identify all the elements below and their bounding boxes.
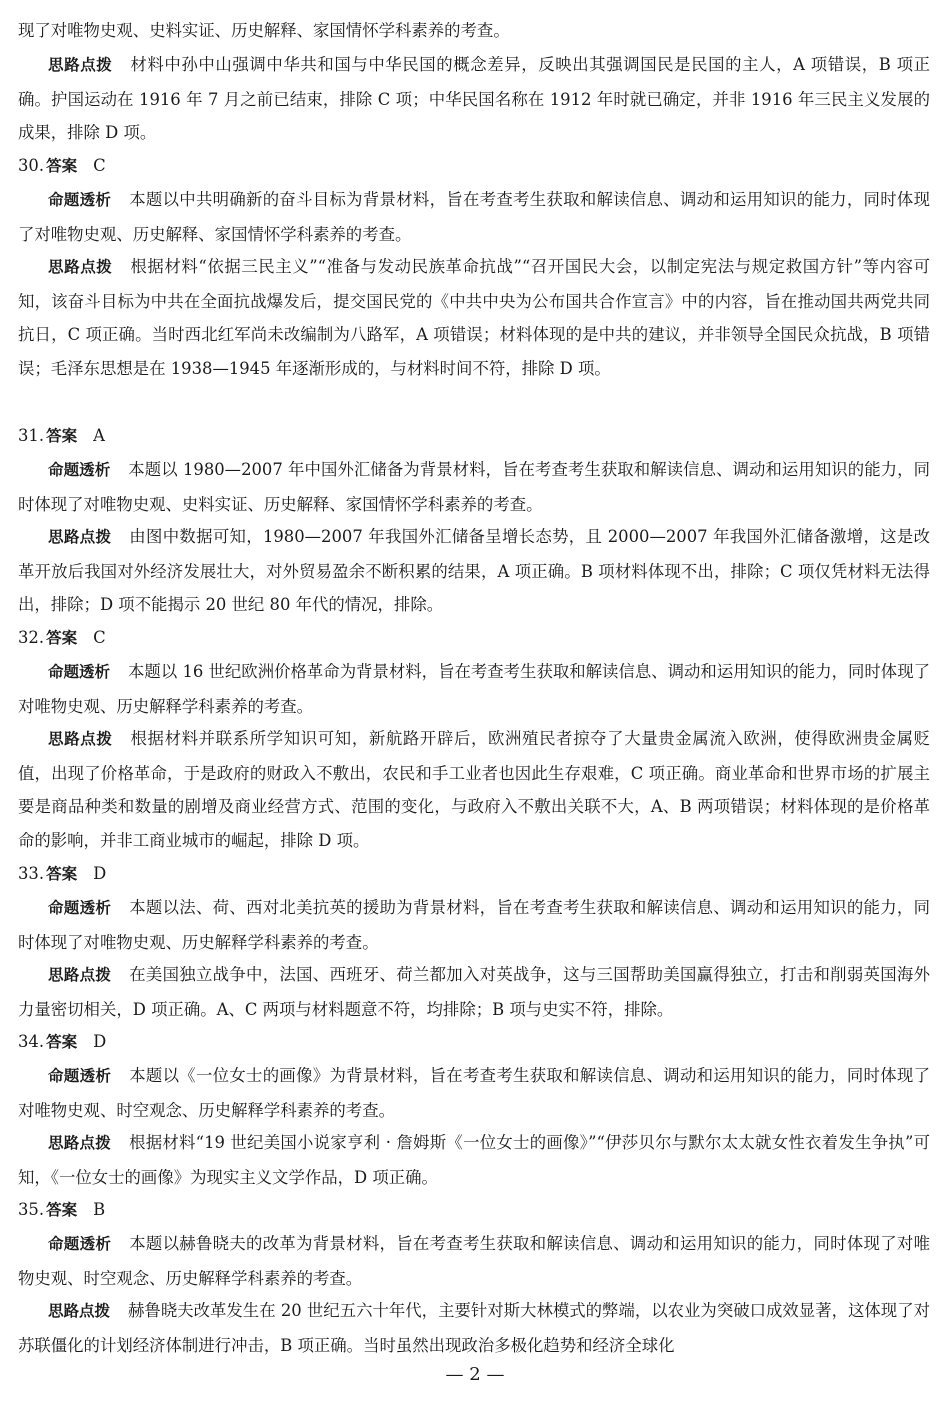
lead-continuation-text: 现了对唯物史观、史料实证、历史解释、家国情怀学科素养的考查。 — [18, 21, 510, 40]
intent-text: 本题以法、荷、西对北美抗英的援助为背景材料，旨在考查考生获取和解读信息、调动和运用知识的能力，同时体现了对唯物史观、历史解释学科素养的考查。 — [18, 898, 930, 952]
analysis-label: 思路点拨 — [48, 56, 113, 74]
intent-label: 命题透析 — [48, 1067, 112, 1085]
analysis-label: 思路点拨 — [48, 258, 113, 276]
analysis-label: 思路点拨 — [48, 730, 113, 748]
analysis-label: 思路点拨 — [48, 1302, 111, 1320]
answer-label: 答案 — [46, 1201, 78, 1219]
intent-label: 命题透析 — [48, 899, 112, 917]
analysis-text: 材料中孙中山强调中华共和国与中华民国的概念差异，反映出其强调国民是民国的主人，A 项错误，B 项正确。护国运动在 1916 年 7 月之前已结束，排除 C 项；中华民国名称在 1912 年时就已确定，并非 1916 年三民主义发展的成果，排除 D 项。 — [18, 55, 930, 143]
analysis-text: 根据材料“19 世纪美国小说家亨利 · 詹姆斯《一位女士的画像》”“伊莎贝尔与默尔太太就女性衣着发生争执”可知，《一位女士的画像》为现实主义文学作品，D 项正确。 — [18, 1133, 930, 1187]
analysis-label: 思路点拨 — [48, 966, 112, 984]
analysis-30 — [18, 250, 930, 385]
intent-35 — [18, 1227, 930, 1295]
question-number: 32. — [18, 628, 45, 647]
answer-value: B — [93, 1200, 106, 1219]
intent-32 — [18, 655, 930, 723]
intent-label: 命题透析 — [48, 191, 112, 209]
analysis-33 — [18, 958, 930, 1026]
lead-continuation — [18, 14, 930, 48]
answer-value: A — [93, 426, 105, 445]
intent-text: 本题以《一位女士的画像》为背景材料，旨在考查考生获取和解读信息、调动和运用知识的能力，同时体现了对唯物史观、时空观念、历史解释学科素养的考查。 — [18, 1066, 930, 1120]
question-number: 35. — [18, 1200, 45, 1219]
intent-text: 本题以赫鲁晓夫的改革为背景材料，旨在考查考生获取和解读信息、调动和运用知识的能力，同时体现了对唯物史观、时空观念、历史解释学科素养的考查。 — [18, 1234, 930, 1288]
answer-line-33 — [18, 857, 930, 892]
intent-text: 本题以 16 世纪欧洲价格革命为背景材料，旨在考查考生获取和解读信息、调动和运用知识的能力，同时体现了对唯物史观、历史解释学科素养的考查。 — [18, 662, 930, 716]
intent-text: 本题以中共明确新的奋斗目标为背景材料，旨在考查考生获取和解读信息、调动和运用知识的能力，同时体现了对唯物史观、历史解释、家国情怀学科素养的考查。 — [18, 190, 930, 244]
intent-31 — [18, 453, 930, 521]
answer-label: 答案 — [46, 629, 78, 647]
answer-value: D — [93, 864, 107, 883]
answer-value: C — [93, 156, 106, 175]
intent-30 — [18, 183, 930, 251]
analysis-31 — [18, 520, 930, 622]
answer-line-31 — [18, 419, 930, 454]
answer-value: D — [93, 1032, 107, 1051]
intent-text: 本题以 1980—2007 年中国外汇储备为背景材料，旨在考查考生获取和解读信息、调动和运用知识的能力，同时体现了对唯物史观、史料实证、历史解释、家国情怀学科素养的考查。 — [18, 460, 930, 514]
analysis-label: 思路点拨 — [48, 1134, 112, 1152]
question-number: 31. — [18, 426, 45, 445]
page-number: — 2 — — [445, 1364, 505, 1385]
answer-line-30 — [18, 149, 930, 184]
lead-analysis — [18, 48, 930, 150]
analysis-32 — [18, 722, 930, 857]
analysis-34 — [18, 1126, 930, 1194]
intent-34 — [18, 1059, 930, 1127]
question-number: 30. — [18, 156, 45, 175]
answer-label: 答案 — [46, 157, 78, 175]
intent-33 — [18, 891, 930, 959]
answer-line-35 — [18, 1193, 930, 1228]
intent-label: 命题透析 — [48, 1235, 112, 1253]
answer-line-34 — [18, 1025, 930, 1060]
analysis-text: 根据材料并联系所学知识可知，新航路开辟后，欧洲殖民者掠夺了大量贵金属流入欧洲，使得欧洲贵金属贬值，出现了价格革命，于是政府的财政入不敷出，农民和手工业者也因此生存艰难，C 项正确。商业革命和世界市场的扩展主要是商品种类和数量的剧增及商业经营方式、范围的变化，与政府入不敷出关联不大，A、B 两项错误；材料体现的是价格革命的影响，并非工商业城市的崛起，排除 D 项。 — [18, 729, 930, 850]
question-number: 34. — [18, 1032, 45, 1051]
analysis-text: 赫鲁晓夫改革发生在 20 世纪五六十年代，主要针对斯大林模式的弊端，以农业为突破口成效显著，这体现了对苏联僵化的计划经济体制进行冲击，B 项正确。当时虽然出现政治多极化趋势和经济全球化 — [18, 1301, 930, 1355]
analysis-35 — [18, 1294, 930, 1361]
answer-label: 答案 — [46, 427, 78, 445]
intent-label: 命题透析 — [48, 461, 111, 479]
analysis-text: 由图中数据可知，1980—2007 年我国外汇储备呈增长态势，且 2000—2007 年我国外汇储备激增，这是改革开放后我国对外经济发展壮大，对外贸易盈余不断积累的结果，A 项正确。B 项材料体现不出，排除；C 项仅凭材料无法得出，排除；D 项不能揭示 20 世纪 80 年代的情况，排除。 — [18, 527, 930, 615]
answer-label: 答案 — [46, 1033, 78, 1051]
answer-line-32 — [18, 621, 930, 656]
answer-value: C — [93, 628, 106, 647]
answer-label: 答案 — [46, 865, 78, 883]
intent-label: 命题透析 — [48, 663, 111, 681]
question-number: 33. — [18, 864, 45, 883]
analysis-text: 根据材料“依据三民主义”“准备与发动民族革命抗战”“召开国民大会，以制定宪法与规定救国方针”等内容可知，该奋斗目标为中共在全面抗战爆发后，提交国民党的《中共中央为公布国共合作宣言》中的内容，旨在推动国共两党共同抗日，C 项正确。当时西北红军尚未改编制为八路军，A 项错误；材料体现的是中共的建议，并非领导全国民众抗战，B 项错误；毛泽东思想是在 1938—1945 年逐渐形成的，与材料时间不符，排除 D 项。 — [18, 257, 930, 378]
analysis-label: 思路点拨 — [48, 528, 112, 546]
analysis-text: 在美国独立战争中，法国、西班牙、荷兰都加入对英战争，这与三国帮助美国赢得独立，打击和削弱英国海外力量密切相关，D 项正确。A、C 两项与材料题意不符，均排除；B 项与史实不符，排除。 — [18, 965, 930, 1019]
